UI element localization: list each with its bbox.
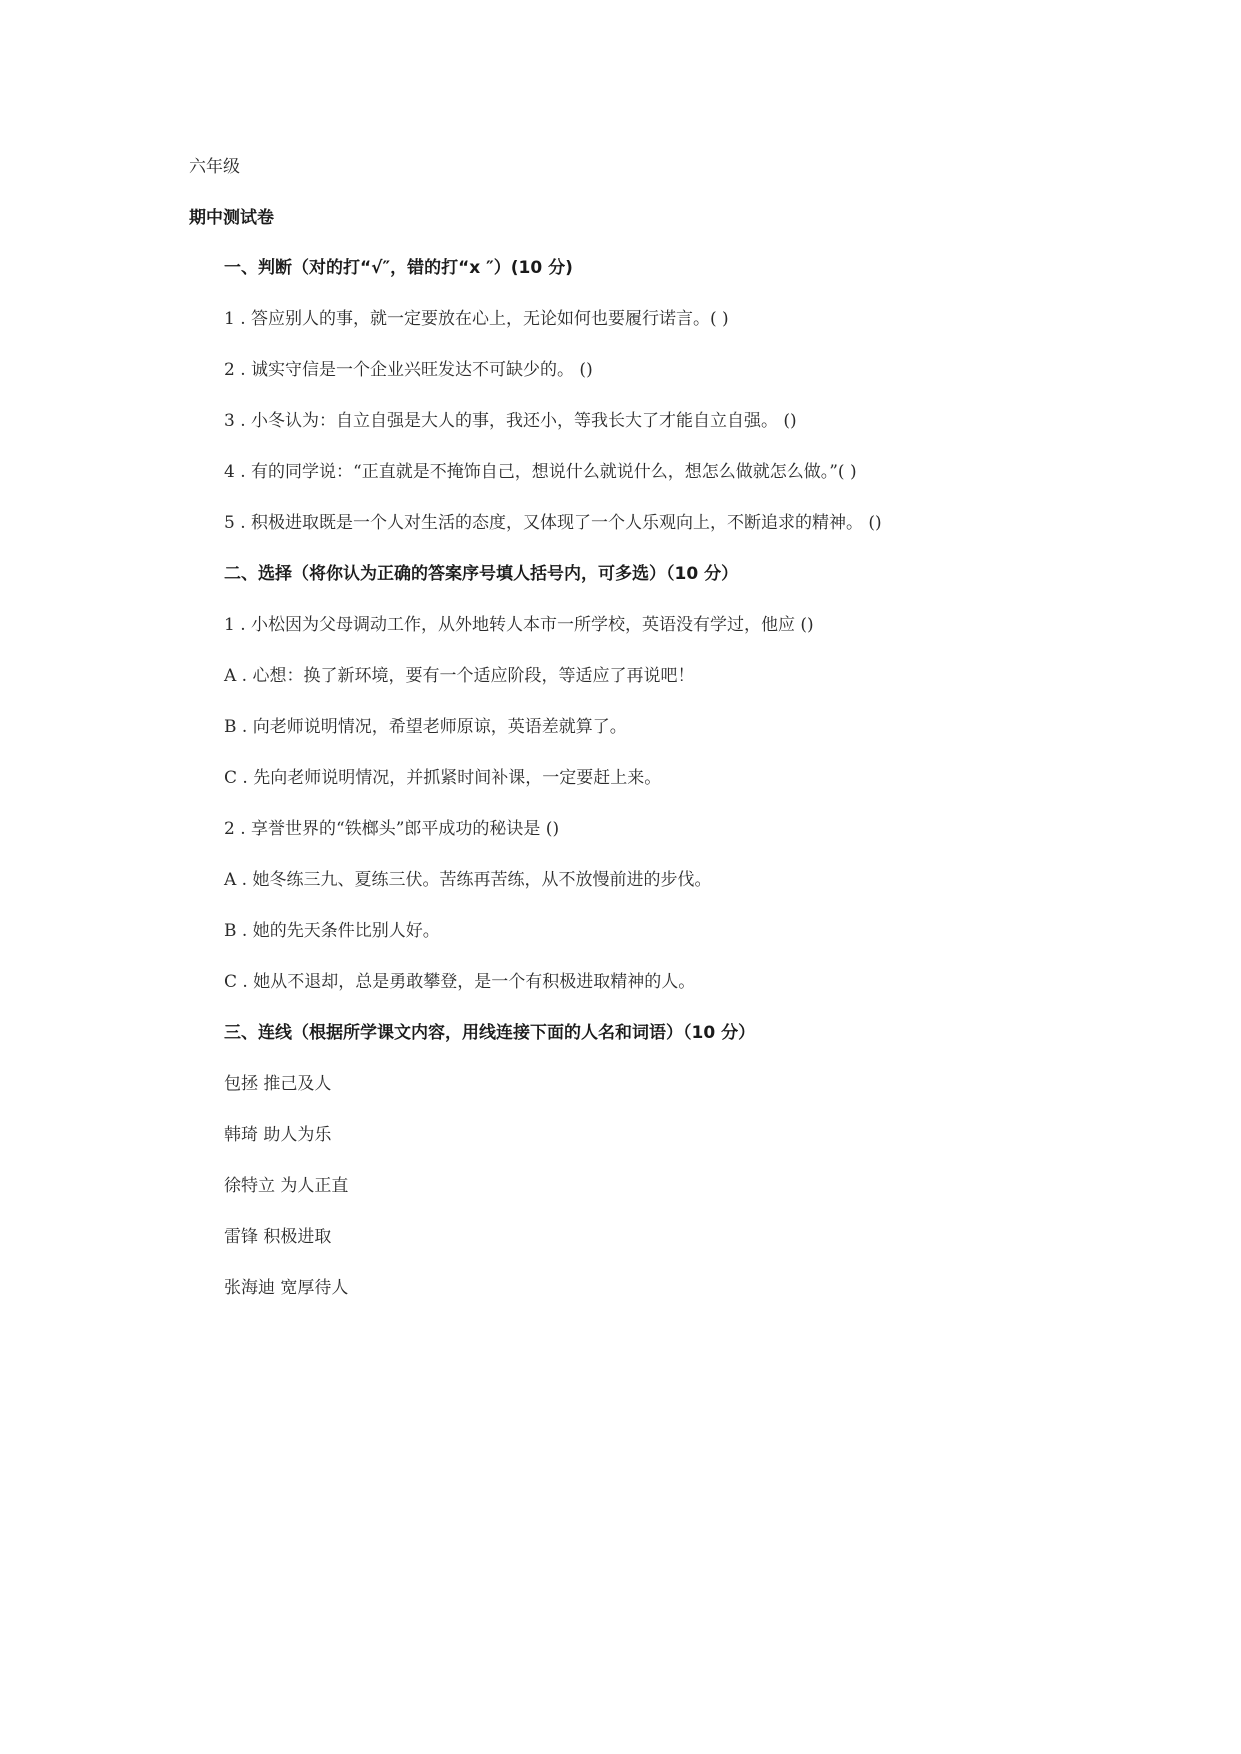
section2-heading: 二、选择（将你认为正确的答案序号填人括号内，可多选）（10 分） xyxy=(224,564,739,584)
choice-q1-option-c: C . 先向老师说明情况，并抓紧时间补课，一定要赶上来。 xyxy=(224,768,662,788)
match-pair-5: 张海迪 宽厚待人 xyxy=(224,1278,349,1298)
judgment-item-5: 5 . 积极进取既是一个人对生活的态度，又体现了一个人乐观向上，不断追求的精神。 () xyxy=(224,513,882,533)
choice-question-1: 1 . 小松因为父母调动工作，从外地转人本市一所学校，英语没有学过，他应 () xyxy=(224,615,814,635)
choice-q2-option-b: B . 她的先天条件比别人好。 xyxy=(224,921,440,941)
exam-title: 期中测试卷 xyxy=(189,208,274,228)
judgment-item-4: 4 . 有的同学说：“正直就是不掩饰自己，想说什么就说什么，想怎么做就怎么做。”( ) xyxy=(224,462,857,482)
judgment-item-1: 1 . 答应别人的事，就一定要放在心上，无论如何也要履行诺言。( ) xyxy=(224,309,729,329)
match-pair-4: 雷锋 积极进取 xyxy=(224,1227,332,1247)
choice-q1-option-a: A . 心想：换了新环境，要有一个适应阶段，等适应了再说吧！ xyxy=(224,666,695,686)
section3-heading: 三、连线（根据所学课文内容，用线连接下面的人名和词语）（10 分） xyxy=(224,1023,756,1043)
grade-label: 六年级 xyxy=(189,157,240,177)
choice-question-2: 2 . 享誉世界的“铁榔头”郎平成功的秘诀是 () xyxy=(224,819,560,839)
judgment-item-2: 2 . 诚实守信是一个企业兴旺发达不可缺少的。 () xyxy=(224,360,593,380)
choice-q1-option-b: B . 向老师说明情况，希望老师原谅，英语差就算了。 xyxy=(224,717,627,737)
match-pair-2: 韩琦 助人为乐 xyxy=(224,1125,332,1145)
section1-heading: 一、判断（对的打“√″，错的打“x ″）(10 分) xyxy=(224,258,573,278)
match-pair-1: 包拯 推己及人 xyxy=(224,1074,332,1094)
match-pair-3: 徐特立 为人正直 xyxy=(224,1176,349,1196)
choice-q2-option-a: A . 她冬练三九、夏练三伏。苦练再苦练，从不放慢前进的步伐。 xyxy=(224,870,712,890)
choice-q2-option-c: C . 她从不退却，总是勇敢攀登，是一个有积极进取精神的人。 xyxy=(224,972,696,992)
judgment-item-3: 3 . 小冬认为：自立自强是大人的事，我还小，等我长大了才能自立自强。 () xyxy=(224,411,797,431)
